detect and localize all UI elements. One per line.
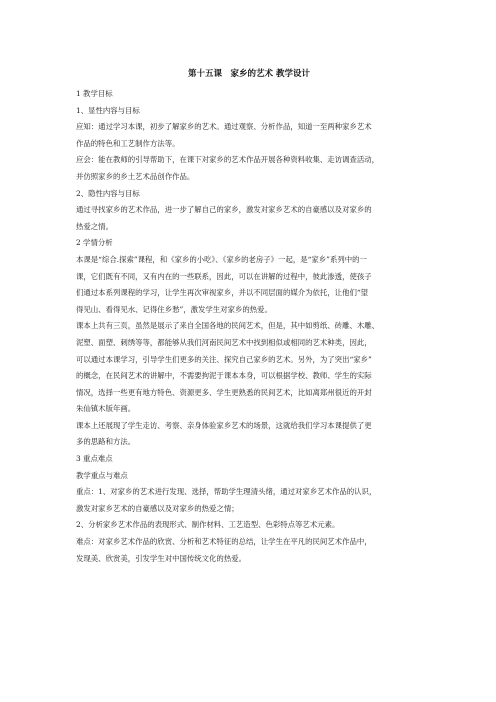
text-line: 2、隐性内容与目标: [76, 188, 140, 198]
document-page: [76, 68, 422, 567]
text-line: 课本上还展现了学生走访、考察、亲身体验家乡艺术的场景，这就给我们学习本课提供了更: [76, 420, 372, 430]
text-line: 泥塑、面塑、刺绣等等，都能够从我们河南民间艺术中找到相似或相同的艺术种类，因此，: [76, 337, 372, 347]
text-line: 激发对家乡艺术的自豪感以及对家乡的热爱之情；: [76, 503, 239, 513]
text-line: 课，它们既有不同，又有内在的一些联系，因此，可以在讲解的过程中，彼此渗透，使孩子: [76, 271, 372, 281]
text-line: 发现美、欣赏美，引发学生对中国传统文化的热爱。: [76, 553, 246, 563]
text-line: 得见山、看得见水、记得住乡愁”，激发学生对家乡的热爱。: [76, 304, 272, 314]
text-line: 本课是“综合.探索”课程，和《家乡的小吃》、《家乡的老房子》一起，是“家乡”系列中的一: [76, 254, 367, 264]
text-line: 情况，选择一些更有地方特色、资源更多、学生更熟悉的民间艺术，比如离郑州很近的开封: [76, 387, 372, 397]
text-line: 重点：1、对家乡的艺术进行发现、选择，帮助学生理清头绪，通过对家乡艺术作品的认识，: [76, 487, 377, 497]
text-line: 教学重点与难点: [76, 470, 128, 480]
document-title: 第十五课 家乡的艺术 教学设计: [188, 69, 310, 79]
text-line: 课本上共有三页，虽然是展示了来自全国各地的民间艺术，但是，其中如剪纸、砖雕、木雕、: [76, 321, 380, 331]
text-line: 通过寻找家乡的艺术作品，进一步了解自己的家乡，激发对家乡艺术的自豪感以及对家乡的: [76, 205, 372, 215]
text-line: 热爱之情。: [76, 221, 113, 231]
text-line: 1 教学目标: [76, 89, 113, 98]
document-body: [76, 86, 422, 567]
text-line: 作品的特色和工艺制作方法等。: [76, 138, 180, 148]
text-line: 应会：能在教师的引导帮助下，在课下对家乡的艺术作品开展各种资料收集、走访调查活动，: [76, 155, 380, 165]
text-line: 2、分析家乡艺术作品的表现形式、制作材料、工艺造型、色彩特点等艺术元素。: [76, 520, 340, 530]
text-line: 应知：通过学习本课，初步了解家乡的艺术。通过观察、分析作品，知道一至两种家乡艺术: [76, 122, 372, 132]
text-line: 可以通过本课学习，引导学生们更多的关注、探究自己家乡的艺术。另外，为了突出“家乡”: [76, 354, 372, 364]
text-line: 难点：对家乡艺术作品的欣赏、分析和艺术特征的总结，让学生在平凡的民间艺术作品中，: [76, 537, 372, 547]
text-line: 的概念，在民间艺术的讲解中，不需要拘泥于课本本身，可以根据学校、教师、学生的实际: [76, 371, 372, 381]
text-line: 多的思路和方法。: [76, 437, 136, 447]
text-line: 并仿照家乡的乡土艺术品创作作品。: [76, 171, 195, 181]
text-line: 们通过本系列课程的学习，让学生再次审视家乡，并以不同层面的媒介为依托，让他们“望: [76, 288, 369, 298]
text-line: 1、显性内容与目标: [76, 105, 140, 115]
text-line: 2 学情分析: [76, 238, 113, 248]
text-line: 3 重点难点: [76, 454, 113, 464]
text-line: 朱仙镇木版年画。: [76, 404, 136, 414]
